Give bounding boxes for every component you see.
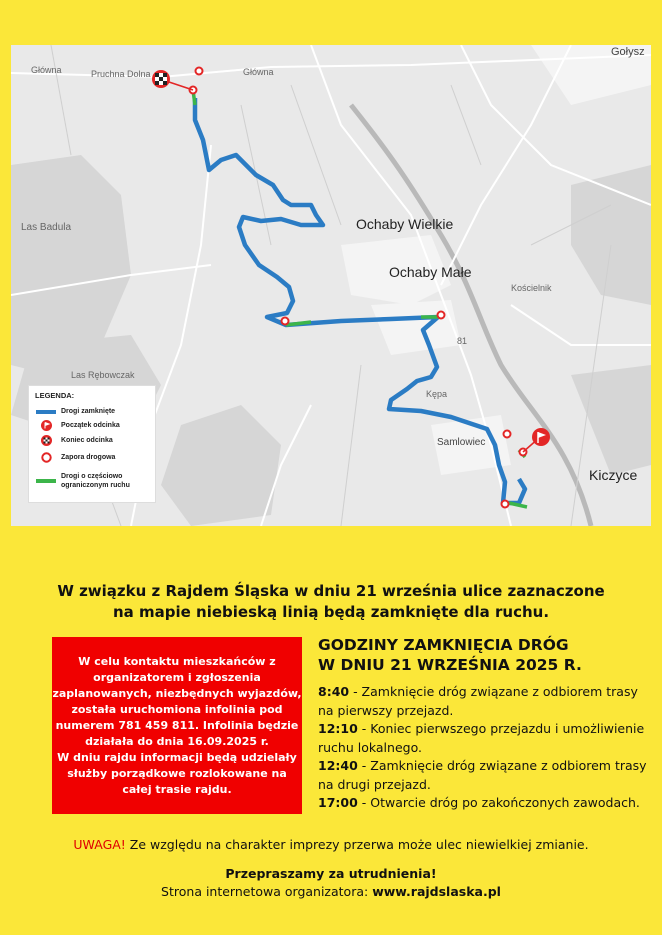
start-flag-icon [41,420,52,431]
legend-closed-roads: Drogi zamknięte [35,407,115,416]
label-golysz: Gołysz [611,46,645,58]
legend-title: LEGENDA: [35,391,75,400]
schedule-list [318,683,648,813]
organizer-website: Strona internetowa organizatora: www.rajdslaska.pl [161,884,501,899]
closed-road-line-icon [36,410,56,414]
start-marker-icon [532,428,550,446]
label-glowna-west: Główna [31,65,62,75]
label-road-81: 81 [457,336,468,346]
legend-partial: Drogi o częściowo ograniczonym ruchu [35,472,130,490]
label-samlowiec: Samlowiec [437,437,486,448]
partial-road-line-icon [36,479,56,483]
apology-text: Przepraszamy za utrudnienia! [225,866,437,881]
schedule-title: GODZINY ZAMKNIĘCIA DRÓG W DNIU 21 WRZEŚNIA 2025 R. [318,636,582,674]
warning-label: UWAGA! [73,837,126,852]
label-ochaby-male: Ochaby Małe [389,264,472,280]
race-day-paragraph: W dniu rajdu informacji będą udzielały służby porządkowe rozlokowane na całej trasie rajdu. [57,750,297,796]
finish-flag-icon [41,435,52,446]
schedule-item: 12:10 - Koniec pierwszego przejazdu i umożliwienie ruchu lokalnego. [318,721,645,755]
barrier-icon [41,452,52,463]
headline: W związku z Rajdem Śląska w dniu 21 września ulice zaznaczone na mapie niebieską linią będą zamknięte dla ruchu. [57,582,605,621]
hotline-info-box [52,637,302,814]
schedule-item: 8:40 - Zamknięcie dróg związane z odbiorem trasy na pierwszy przejazd. [318,684,638,718]
warning-note: UWAGA! Ze względu na charakter imprezy przerwa może ulec niewielkiej zmianie. [73,837,589,852]
label-ochaby-wielkie: Ochaby Wielkie [356,216,454,232]
schedule-item: 17:00 - Otwarcie dróg po zakończonych zawodach. [318,795,640,810]
schedule-item: 12:40 - Zamknięcie dróg związane z odbiorem trasy na drugi przejazd. [318,758,647,792]
label-las-rebowczak: Las Rębowczak [71,370,135,380]
label-pruchna: Pruchna Dolna [91,69,151,79]
legend-barrier: Zapora drogowa [35,452,115,463]
website-link[interactable]: www.rajdslaska.pl [372,884,501,899]
legend-start: Początek odcinka [35,420,120,431]
map-legend [28,385,156,503]
legend-end: Koniec odcinka [35,435,113,446]
finish-marker-icon [152,70,170,88]
label-koscielnik: Kościelnik [511,283,552,293]
label-glowna-east: Główna [243,67,274,77]
label-las-badula: Las Badula [21,222,72,233]
label-kiczyce: Kiczyce [589,467,638,483]
hotline-paragraph: W celu kontaktu mieszkańców z organizatorem i zgłoszenia zaplanowanych, niezbędnych wyjazdów, została uruchomiona infolinia pod numerem 781 459 811. Infolinia będzie działała do dnia 16.09.2025 r. [52,654,302,748]
label-kepa: Kępa [426,389,448,399]
